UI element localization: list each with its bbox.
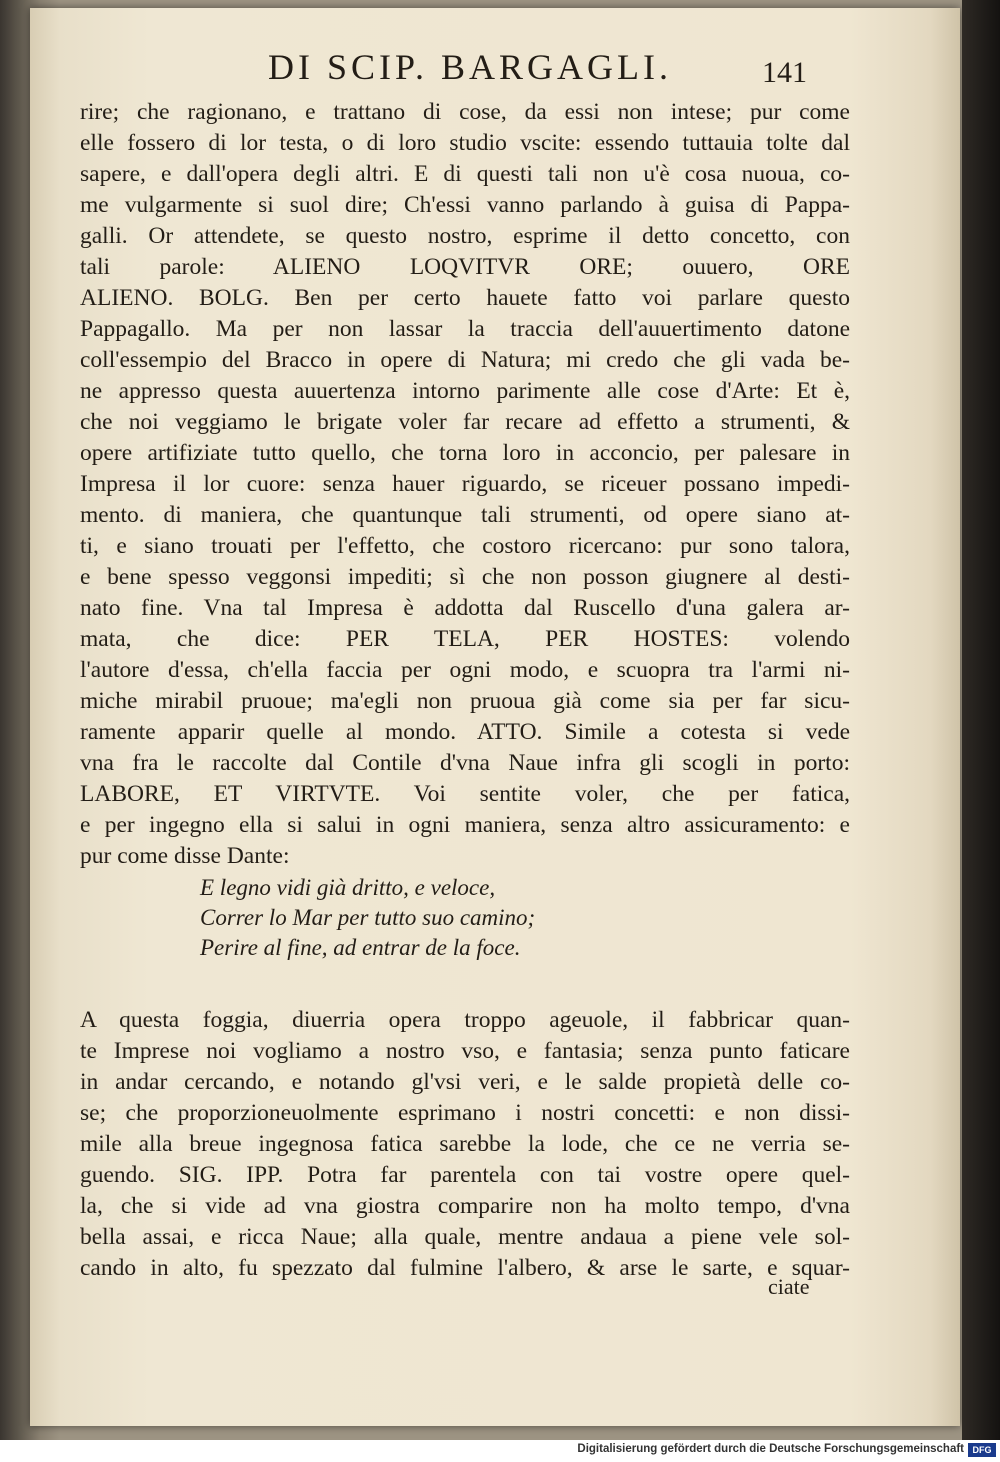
text-line: l'autore d'essa, ch'ella faccia per ogni modo, e scuopra tra l'armi ni-	[80, 657, 850, 683]
text-line: pur come disse Dante:	[80, 843, 290, 869]
text-line: coll'essempio del Bracco in opere di Natura; mi credo che gli vada be-	[80, 347, 850, 373]
text-line: mile alla breue ingegnosa fatica sarebbe la lode, che ce ne verria se-	[80, 1131, 850, 1157]
text-line: rire; che ragionano, e trattano di cose, da essi non intese; pur come	[80, 99, 850, 125]
book-edge	[962, 0, 1000, 1440]
text-line: opere artifiziate tutto quello, che torna loro in acconcio, per palesare in	[80, 440, 850, 466]
text-line: se; che proporzioneuolmente esprimano i nostri concetti: e non dissi-	[80, 1100, 850, 1126]
text-line: e per ingegno ella si salui in ogni maniera, senza altro assicuramento: e	[80, 812, 850, 838]
text-line: ti, e siano trouati per l'effetto, che costoro ricercano: pur sono talora,	[80, 533, 850, 559]
text-line: miche mirabil pruoue; ma'egli non pruoua già come sia per far sicu-	[80, 688, 850, 714]
text-line: Impresa il lor cuore: senza hauer riguardo, se riceuer possano impedi-	[80, 471, 850, 497]
text-line: mata, che dice: PER TELA, PER HOSTES: volendo	[80, 626, 850, 652]
text-line: te Imprese noi vogliamo a nostro vso, e fantasia; senza punto faticare	[80, 1038, 850, 1064]
text-line: galli. Or attendete, se questo nostro, esprime il detto concetto, con	[80, 223, 850, 249]
text-line: vna fra le raccolte dal Contile d'vna Naue infra gli scogli in porto:	[80, 750, 850, 776]
text-line: A questa foggia, diuerria opera troppo ageuole, il fabbricar quan-	[80, 1007, 850, 1033]
text-line: elle fossero di lor testa, o di loro studio vscite: essendo tuttauia tolte dal	[80, 130, 850, 156]
text-line: nato fine. Vna tal Impresa è addotta dal Ruscello d'una galera ar-	[80, 595, 850, 621]
text-line: in andar cercando, e notando gl'vsi veri, e le salde propietà delle co-	[80, 1069, 850, 1095]
dfg-logo: DFG	[968, 1443, 996, 1457]
text-line: me vulgarmente si suol dire; Ch'essi vanno parlando à guisa di Pappa-	[80, 192, 850, 218]
text-line: che noi veggiamo le brigate voler far recare ad effetto a strumenti, &	[80, 409, 850, 435]
verse-line: Correr lo Mar per tutto suo camino;	[200, 905, 536, 930]
text-line: guendo. SIG. IPP. Potra far parentela con tai vostre opere quel-	[80, 1162, 850, 1188]
text-line: LABORE, ET VIRTVTE. Voi sentite voler, che per fatica,	[80, 781, 850, 807]
text-line: bella assai, e ricca Naue; alla quale, mentre andaua a piene vele sol-	[80, 1224, 850, 1250]
text-line: la, che si vide ad vna giostra comparire non ha molto tempo, d'vna	[80, 1193, 850, 1219]
catchword: ciate	[768, 1274, 810, 1299]
text-line: e bene spesso veggonsi impediti; sì che non posson giugnere al desti-	[80, 564, 850, 590]
text-line: ALIENO. BOLG. Ben per certo hauete fatto voi parlare questo	[80, 285, 850, 311]
verse-line: Perire al fine, ad entrar de la foce.	[200, 935, 521, 960]
text-line: cando in alto, fu spezzato dal fulmine l'albero, & arse le sarte, e squar-	[80, 1255, 850, 1281]
text-line: tali parole: ALIENO LOQVITVR ORE; ouuero, ORE	[80, 254, 850, 280]
text-line: sapere, e dall'opera degli altri. E di questi tali non u'è cosa nuoua, co-	[80, 161, 850, 187]
running-head: DI SCIP. BARGAGLI.	[268, 47, 673, 87]
text-line: Pappagallo. Ma per non lassar la traccia dell'auuertimento datone	[80, 316, 850, 342]
funding-credit: Digitalisierung gefördert durch die Deutsche Forschungsgemeinschaft	[577, 1443, 964, 1455]
text-line: mento. di maniera, che quantunque tali strumenti, od opere siano at-	[80, 502, 850, 528]
page-number: 141	[762, 56, 807, 89]
text-line: ne appresso questa auuertenza intorno parimente alle cose d'Arte: Et è,	[80, 378, 850, 404]
text-line: ramente apparir quelle al mondo. ATTO. Simile a cotesta si vede	[80, 719, 850, 745]
verse-line: E legno vidi già dritto, e veloce,	[200, 875, 496, 900]
